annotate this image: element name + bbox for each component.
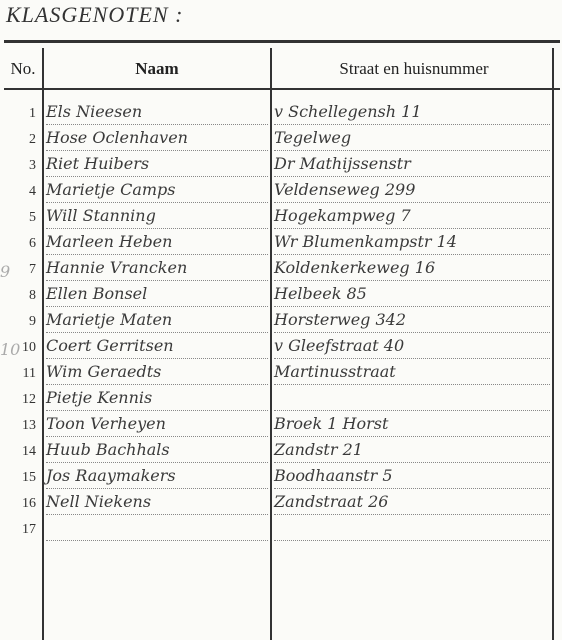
table-header [4,48,560,90]
street-address: Boodhaanstr 5 [274,466,550,489]
table-body [0,102,560,544]
student-name: Will Stanning [46,206,268,229]
student-name: Coert Gerritsen [46,336,268,359]
table-row [4,414,560,440]
student-name: Wim Geraedts [46,362,268,385]
header-no: No. [10,59,36,78]
student-name: Ellen Bonsel [46,284,268,307]
street-address: Tegelweg [274,128,550,151]
table-row [4,362,560,388]
student-name: Riet Huibers [46,154,268,177]
table-row [4,388,560,414]
table-row [4,336,560,362]
table-row [4,440,560,466]
table-row [4,154,560,180]
street-address: v Schellegensh 11 [274,102,550,125]
row-number: 10 [22,340,36,355]
row-number: 13 [22,418,36,433]
street-address: Hogekampweg 7 [274,206,550,229]
student-name: Marietje Maten [46,310,268,333]
street-address [274,518,550,541]
street-address: Dr Mathijssenstr [274,154,550,177]
row-number: 15 [22,470,36,485]
row-number: 6 [29,236,36,251]
street-address: Helbeek 85 [274,284,550,307]
table-row [4,180,560,206]
top-rule [4,40,560,43]
row-number: 3 [29,158,36,173]
student-name: Huub Bachhals [46,440,268,463]
student-name: Nell Niekens [46,492,268,515]
row-number: 17 [22,522,36,537]
table-row [4,310,560,336]
student-name: Marleen Heben [46,232,268,255]
table-row [4,102,560,128]
row-number: 8 [29,288,36,303]
street-address: Zandstraat 26 [274,492,550,515]
student-name: Marietje Camps [46,180,268,203]
table-row [4,206,560,232]
street-address: Wr Blumenkampstr 14 [274,232,550,255]
table-row [4,258,560,284]
student-name: Pietje Kennis [46,388,268,411]
street-address: v Gleefstraat 40 [274,336,550,359]
street-address: Veldenseweg 299 [274,180,550,203]
table-row [4,466,560,492]
page-title: KLASGENOTEN : [6,2,184,27]
margin-note: 10 [0,340,21,359]
street-address [274,388,550,411]
street-address: Horsterweg 342 [274,310,550,333]
table-row [4,128,560,154]
row-number: 16 [22,496,36,511]
row-number: 1 [29,106,36,121]
row-number: 12 [22,392,36,407]
row-number: 14 [22,444,36,459]
row-number: 9 [29,314,36,329]
street-address: Koldenkerkeweg 16 [274,258,550,281]
street-address: Broek 1 Horst [274,414,550,437]
student-name [46,518,268,541]
student-name: Jos Raaymakers [46,466,268,489]
row-number: 7 [29,262,36,277]
table-row [4,232,560,258]
student-name: Els Nieesen [46,102,268,125]
table-row [4,284,560,310]
row-number: 4 [29,184,36,199]
street-address: Martinusstraat [274,362,550,385]
street-address: Zandstr 21 [274,440,550,463]
table-row [4,492,560,518]
row-number: 11 [22,366,36,381]
row-number: 5 [29,210,36,225]
header-straat: Straat en huisnummer [339,59,489,78]
student-name: Toon Verheyen [46,414,268,437]
student-name: Hose Oclenhaven [46,128,268,151]
class-list-table [0,40,562,640]
row-number: 2 [29,132,36,147]
table-row [4,518,560,544]
student-name: Hannie Vrancken [46,258,268,281]
margin-note: 9 [0,262,11,281]
header-naam: Naam [135,59,179,78]
